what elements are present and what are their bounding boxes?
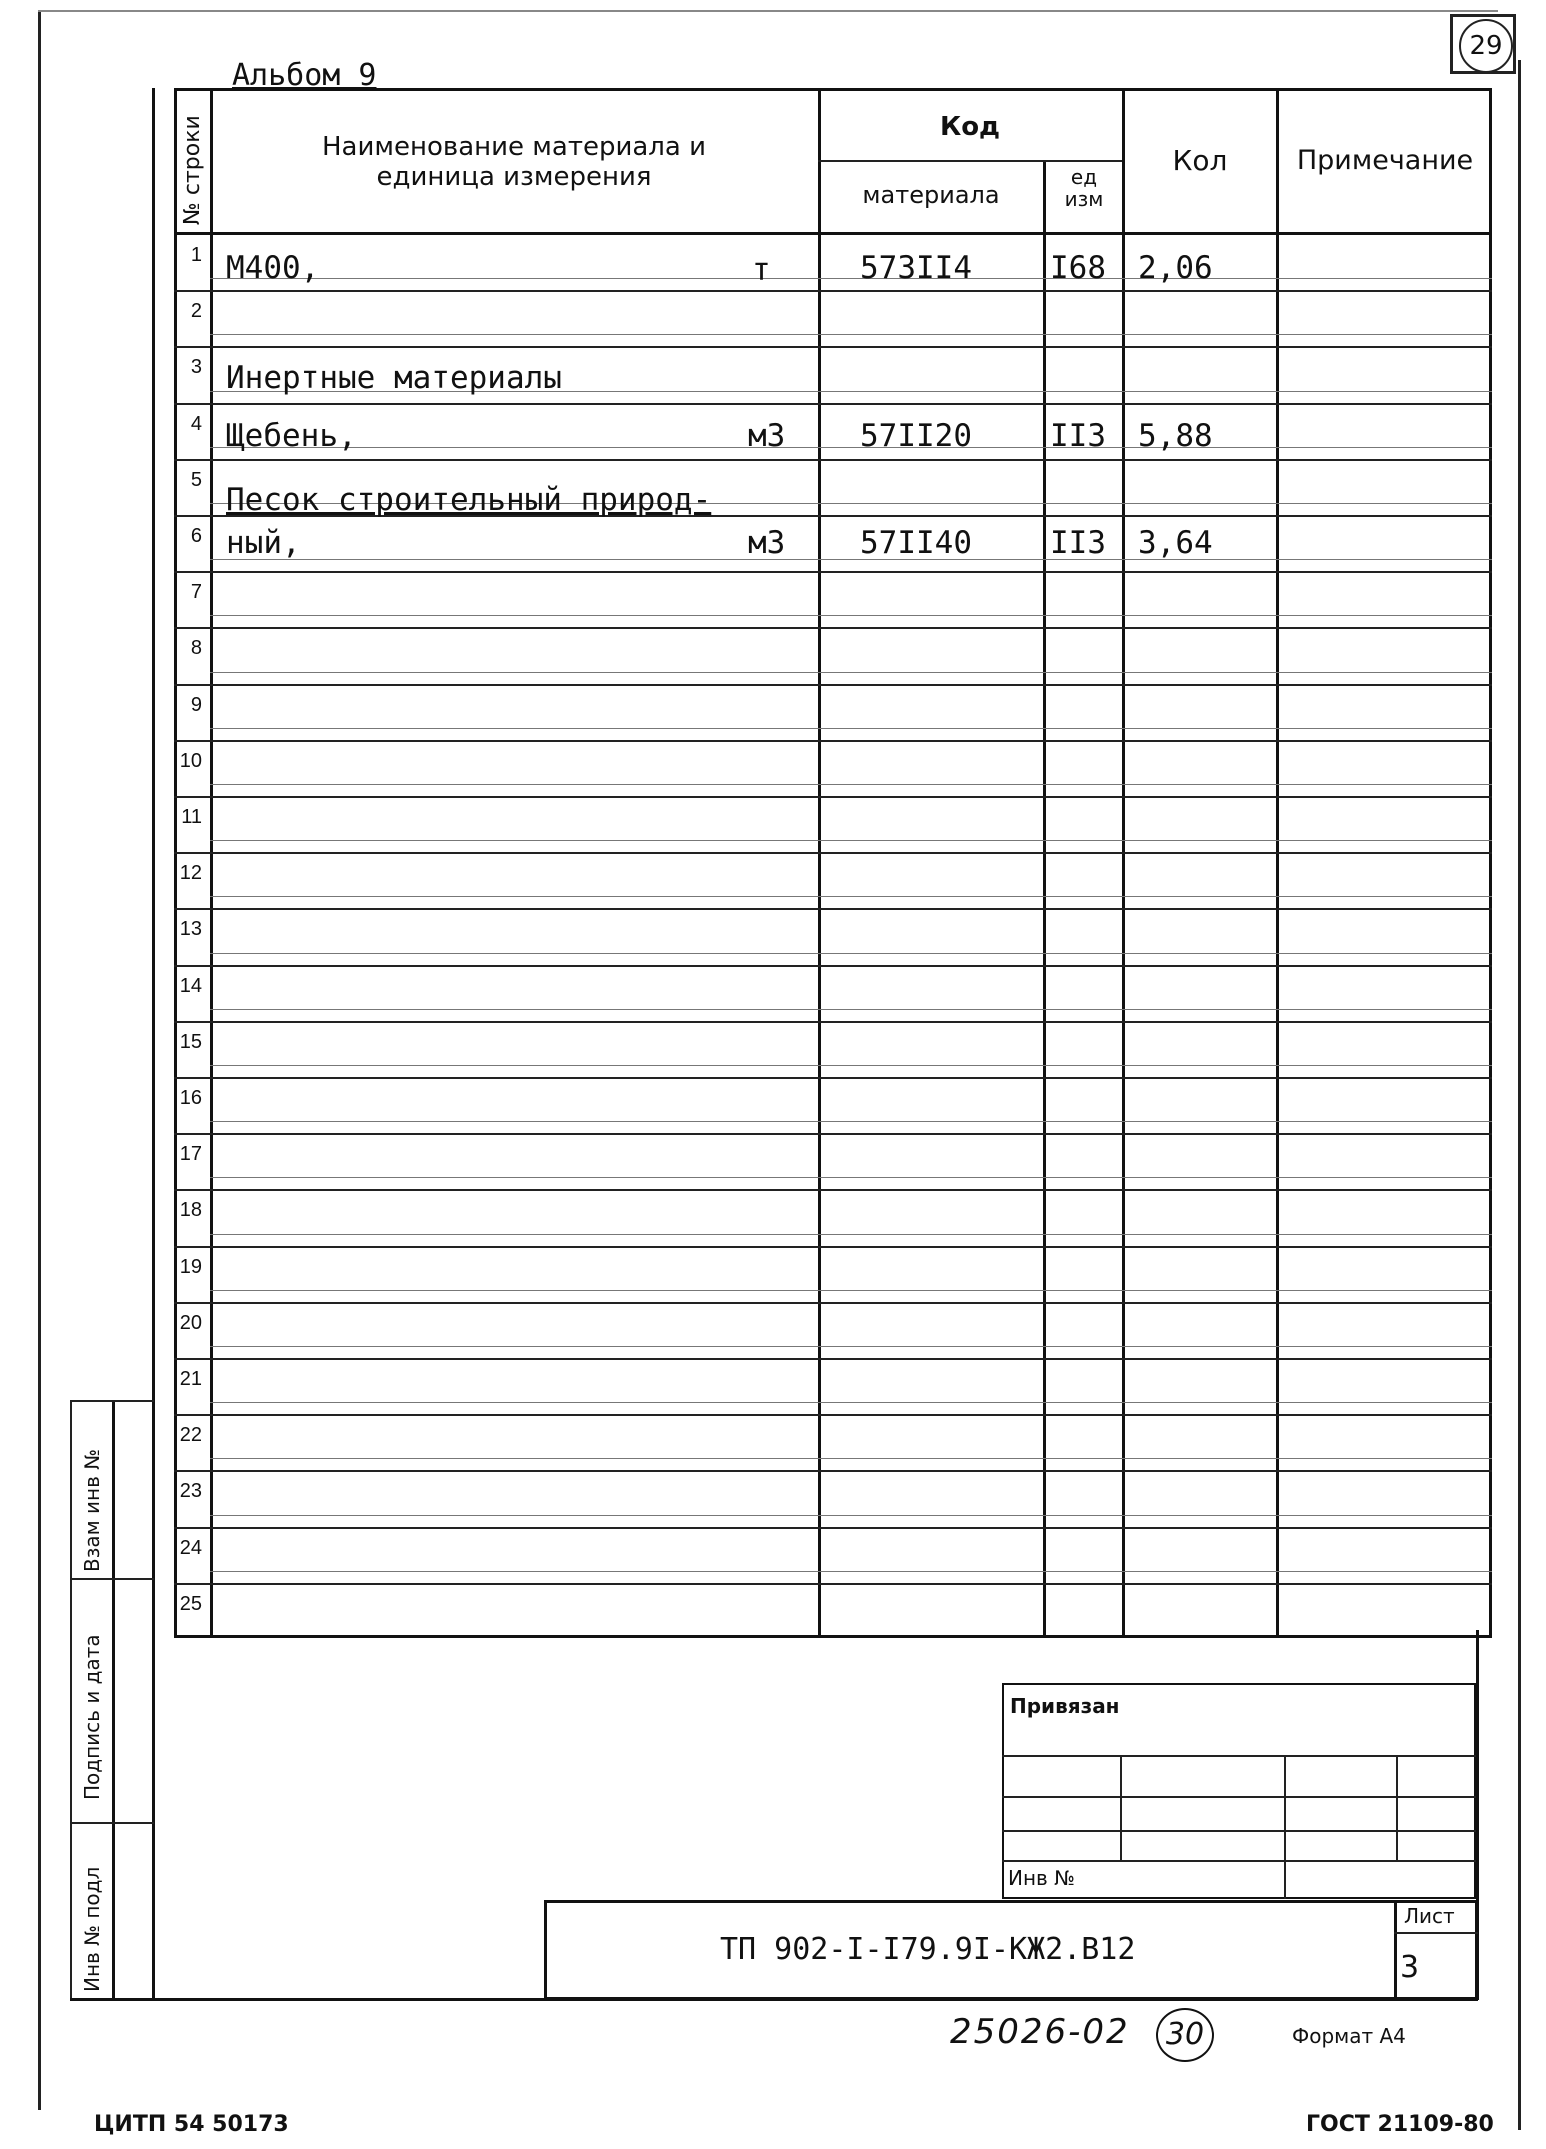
row-number: 16 [179,1087,202,1109]
page-right-border [1518,60,1521,2130]
row-6-qty: 3,64 [1138,525,1213,561]
table-row-guide [210,278,1492,279]
table-row-guide [210,896,1492,897]
sheet-label-line [1394,1932,1478,1934]
col-line-note [1276,88,1279,1638]
row-number: 14 [179,974,202,997]
privyazan-col-3 [1396,1755,1398,1860]
header-name [214,132,814,192]
row-6-unit: м3 [748,525,786,561]
row-number: 23 [179,1480,202,1503]
row-4-code: 57II20 [860,418,972,454]
table-row-guide [210,1515,1492,1516]
row-number: 13 [179,918,202,941]
header-code-unit-line1: ед [1070,165,1098,189]
gost-label: ГОСТ 21109-80 [1306,2112,1494,2137]
table-row-line [174,1021,1492,1023]
table-row-line [174,1470,1492,1472]
album-label: Альбом 9 [232,58,377,93]
row-number: 8 [190,637,202,660]
stamp-top [70,1400,154,1402]
privyazan-col-2 [1284,1755,1286,1899]
row-number: 25 [179,1592,202,1615]
stamp-line-1 [70,1578,154,1580]
table-row-guide [210,840,1492,841]
row-1-unit: т [752,252,771,288]
sheet-divider [1394,1900,1397,2000]
table-row-line [174,346,1492,348]
sheet-number: 3 [1400,1950,1420,1985]
row-6-unit-code: II3 [1050,525,1106,561]
privyazan-line-4 [1002,1860,1476,1862]
row-number: 7 [190,581,202,604]
stamp-col-divider [70,1400,72,2000]
table-row-line [174,965,1492,967]
table-row-line [174,290,1492,292]
row-number: 1 [190,244,202,266]
stamp-podpis-data: Подпись и дата [80,1634,104,1800]
table-row-line [174,459,1492,461]
table-row-line [174,571,1492,573]
table-row-line [174,403,1492,405]
row-3-name: Инертные материалы [226,360,562,396]
table-row-guide [210,334,1492,335]
table-row-guide [210,728,1492,729]
table-row-guide [210,1177,1492,1178]
row-number: 2 [190,300,202,323]
header-row-no: № строки [180,115,205,225]
header-qty: Кол [1172,144,1228,177]
row-1-code: 573II4 [860,250,972,286]
archive-circle: 30 [1156,2008,1214,2062]
left-code: ЦИТП 54 50173 [94,2112,289,2137]
privyazan-label: Привязан [1010,1694,1120,1718]
stamp-line-2 [70,1822,154,1824]
row-4-name: Щебень, [226,418,357,454]
designation: ТП 902-I-I79.9I-КЖ2.В12 [720,1932,1136,1967]
table-row-line [174,1189,1492,1191]
row-6-code: 57II40 [860,525,972,561]
header-code-unit-line2: изм [1064,187,1104,211]
materials-table [174,88,1492,1638]
table-header-bottom [174,232,1492,235]
row-1-unit-code: I68 [1050,250,1106,286]
table-row-line [174,1358,1492,1360]
sheet-label: Лист [1404,1904,1455,1928]
row-number: 22 [179,1424,202,1447]
row-number: 21 [179,1368,202,1390]
row-number: 3 [190,356,202,379]
privyazan-line-1 [1002,1755,1476,1757]
table-row-guide [210,447,1492,448]
col-line-unit [1043,160,1046,1638]
header-code-unit [1046,166,1122,210]
header-name-line2: единица измерения [376,162,652,192]
inv-no-label: Инв № [1008,1866,1075,1890]
table-row-line [174,1246,1492,1248]
row-4-unit-code: II3 [1050,418,1106,454]
page-badge [1450,14,1516,74]
table-row-guide [210,1290,1492,1291]
table-row-guide [210,1402,1492,1403]
table-row-line [174,852,1492,854]
table-row-line [174,796,1492,798]
row-number: 15 [179,1030,202,1053]
privyazan-line-3 [1002,1830,1476,1832]
header-name-line1: Наименование материала и [321,132,707,162]
row-4-unit: м3 [748,418,786,454]
table-row-guide [210,1571,1492,1572]
row-number: 9 [190,693,202,716]
row-5-name: Песок строительный природ- [226,482,712,518]
table-row-line [174,908,1492,910]
format-label: Формат А4 [1292,2024,1406,2048]
table-row-line [174,1583,1492,1585]
stamp-left-edge [152,88,155,2000]
row-number: 5 [190,468,202,491]
stamp-inv-podl: Инв № подл [80,1866,104,1992]
table-row-guide [210,672,1492,673]
table-row-guide [210,784,1492,785]
table-row-line [174,684,1492,686]
table-row-guide [210,953,1492,954]
table-row-guide [210,1065,1492,1066]
table-row-guide [210,1458,1492,1459]
row-6-name: ный, [226,525,301,561]
table-row-guide [210,1009,1492,1010]
privyazan-col-1 [1120,1755,1122,1860]
row-number: 18 [179,1199,202,1222]
code-subheader-line [818,160,1122,162]
stamp-inner-border [112,1400,115,2000]
row-number: 24 [179,1536,202,1559]
table-row-line [174,1414,1492,1416]
row-number: 10 [179,749,202,772]
table-row-line [174,1302,1492,1304]
row-number: 17 [179,1143,202,1166]
header-code-material: материала [862,181,1000,209]
row-number: 4 [190,412,202,435]
row-number: 6 [190,525,202,547]
page-top-border [38,10,1498,12]
header-code: Код [939,112,1001,142]
row-number: 12 [179,862,202,885]
row-1-name: М400, [226,250,320,286]
table-row-line [174,740,1492,742]
row-number: 20 [179,1311,202,1334]
header-note: Примечание [1296,145,1474,176]
table-row-guide [210,1234,1492,1235]
table-row-line [174,1133,1492,1135]
table-row-line [174,627,1492,629]
col-line-code [818,88,821,1638]
row-4-qty: 5,88 [1138,418,1213,454]
row-number: 19 [179,1255,202,1278]
table-row-guide [210,1121,1492,1122]
row-1-qty: 2,06 [1138,250,1213,286]
col-line-rowno [210,88,213,1638]
row-number: 11 [181,806,202,828]
stamp-vzam-inv: Взам инв № [80,1448,104,1572]
privyazan-line-2 [1002,1796,1476,1798]
table-row-line [174,1527,1492,1529]
table-row-guide [210,1346,1492,1347]
table-row-line [174,1077,1492,1079]
page-left-border [38,10,41,2110]
col-line-qty [1122,88,1125,1638]
page-badge-circle: 29 [1459,19,1513,73]
table-row-guide [210,615,1492,616]
archive-number: 25026-02 [950,2012,1130,2052]
table-row-guide [210,559,1492,560]
